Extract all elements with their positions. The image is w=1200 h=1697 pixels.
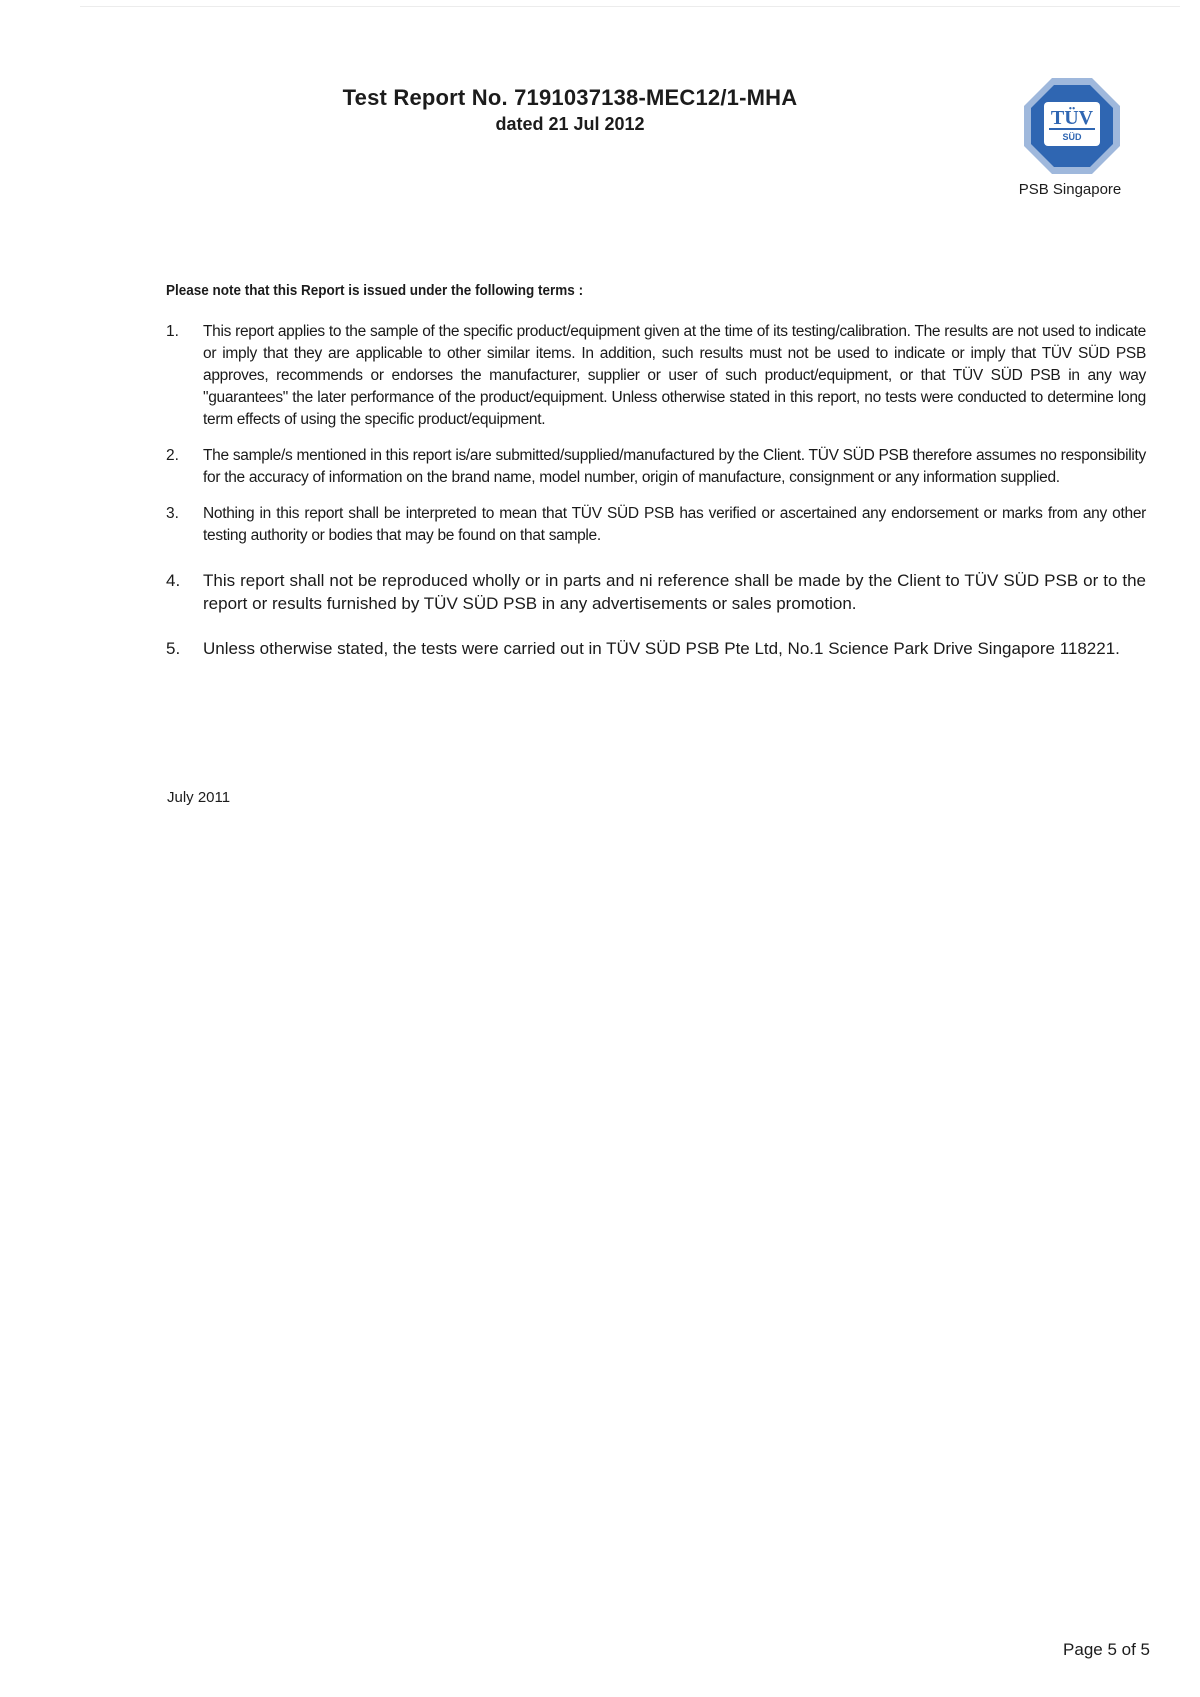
report-header <box>170 84 970 136</box>
report-date: dated 21 Jul 2012 <box>495 114 645 134</box>
term-text: Nothing in this report shall be interpreted to mean that TÜV SÜD PSB has verified or ascertained any endorsement or marks from any other testing authority or bodies that may be found on that sample. <box>203 505 1146 544</box>
term-text: Unless otherwise stated, the tests were carried out in TÜV SÜD PSB Pte Ltd, No.1 Science Park Drive Singapore 118221. <box>203 639 1120 658</box>
term-number: 5. <box>166 639 181 658</box>
term-number: 3. <box>166 505 179 522</box>
term-number: 1. <box>166 323 179 340</box>
term-text: This report shall not be reproduced wholly or in parts and ni reference shall be made by the Client to TÜV SÜD PSB or to the report or results furnished by TÜV SÜD PSB in any advertisements or sales promotion. <box>203 571 1146 613</box>
term-text: This report applies to the sample of the specific product/equipment given at the time of its testing/calibration. The results are not used to indicate or imply that they are applicable to other similar items. In addition, such results must not be used to indicate or imply that TÜV SÜD PSB approves, recommends or endorses the manufacturer, supplier or user of such product/equipment, or that TÜV SÜD PSB in any way "guarantees" the later performance of the product/equipment. Unless otherwise stated in this report, no tests were conducted to determine long term effects of using the specific product/equipment. <box>203 323 1146 428</box>
logo-caption: PSB Singapore <box>1018 181 1122 198</box>
top-edge-rule <box>80 6 1180 7</box>
term-number: 4. <box>166 571 181 590</box>
terms-section <box>166 282 1146 680</box>
terms-heading: Please note that this Report is issued under the following terms : <box>166 282 584 299</box>
logo-brand-bottom: SÜD <box>1062 132 1082 142</box>
term-item <box>166 637 1146 660</box>
term-item <box>166 569 1146 615</box>
logo-brand-top: TÜV <box>1050 107 1094 129</box>
term-item <box>166 321 1146 431</box>
report-title: Test Report No. 7191037138-MEC12/1-MHA <box>342 85 798 110</box>
term-item <box>166 503 1146 547</box>
footer-date: July 2011 <box>167 789 231 806</box>
term-text: The sample/s mentioned in this report is/are submitted/supplied/manufactured by the Client. TÜV SÜD PSB therefore assumes no responsibility for the accuracy of information on the brand name, model number, origin of manufacture, consignment or any information supplied. <box>203 447 1146 486</box>
term-number: 2. <box>166 447 179 464</box>
tuv-sud-logo <box>1022 76 1122 176</box>
page-number: Page 5 of 5 <box>1063 1640 1150 1659</box>
term-item <box>166 445 1146 489</box>
